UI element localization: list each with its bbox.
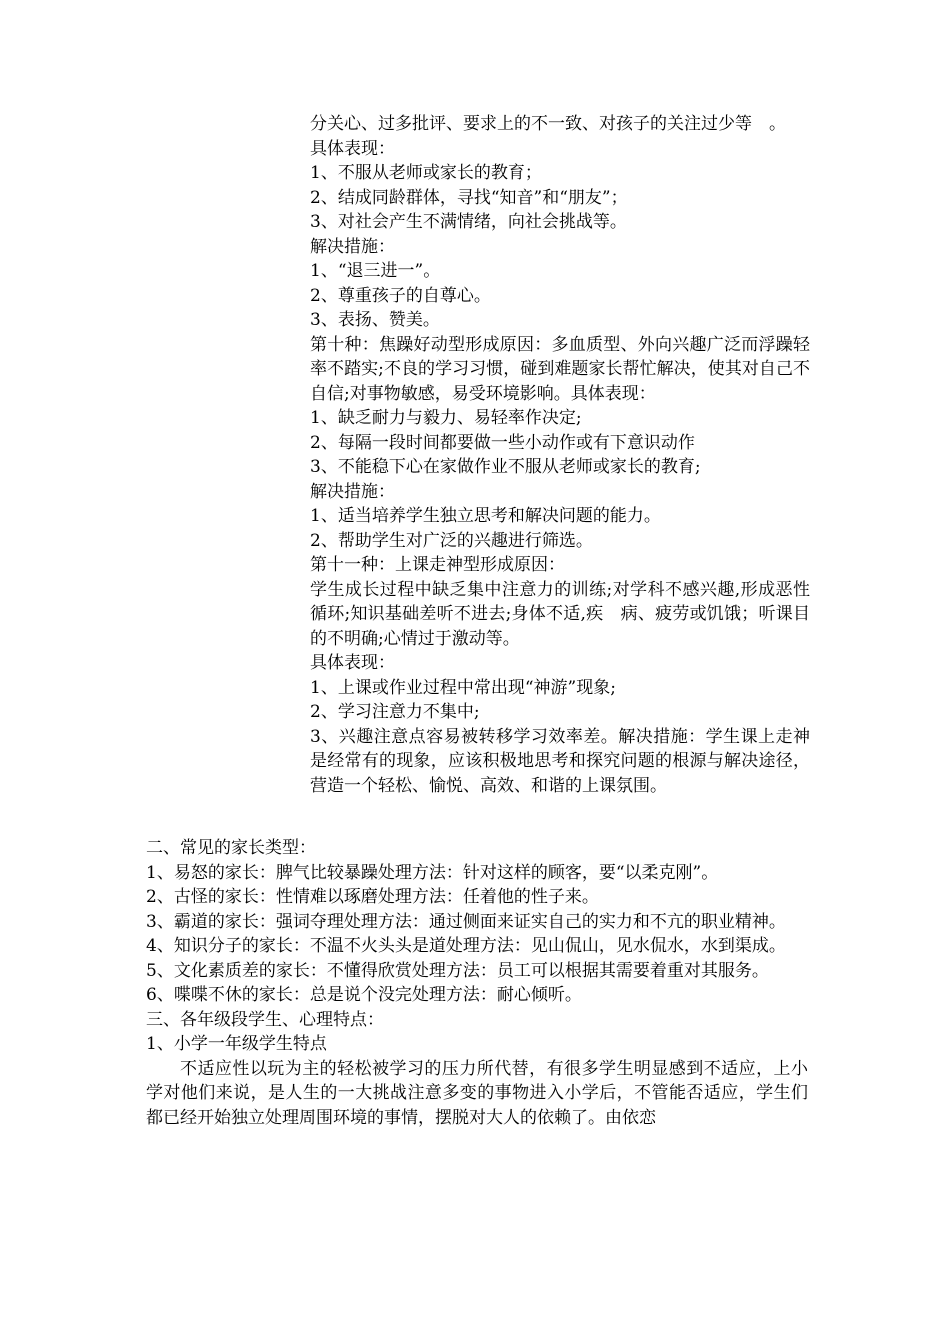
text-line: 2、尊重孩子的自尊心。 <box>310 285 491 306</box>
text-line: 1、不服从老师或家长的教育； <box>310 163 542 183</box>
paragraph: 5、文化素质差的家长：不懂得欣赏处理方法：员工可以根据其需要着重对其服务。 <box>146 960 769 981</box>
text-line: 2、每隔一段时间都要做一些小动作或有下意识动作 <box>310 432 695 453</box>
text-line: 二、常见的家长类型： <box>146 838 316 858</box>
text-line: 3、对社会产生不满情绪，向社会挑战等。 <box>310 212 627 232</box>
text-line: 3、不能稳下心在家做作业不服从老师或家长的教育; <box>310 457 701 477</box>
indented-body-text <box>310 112 810 798</box>
paragraph: 分关心、过多批评、要求上的不一致、对孩子的关注过少等 。 <box>310 114 786 134</box>
paragraph: 第十种：焦躁好动型形成原因：多血质型、外向兴趣广泛而浮躁轻率不踏实;不良的学习习惯，碰到难题家长帮忙解决，使其对自己不自信;对事物敏感，易受环境影响。具体表现： <box>310 334 810 404</box>
text-line: 具体表现： <box>310 138 395 159</box>
paragraph: 3、兴趣注意点容易被转移学习效率差。解决措施：学生课上走神是经常有的现象，应该积极地思考和探究问题的根源与解决途径，营造一个轻松、愉悦、高效、和谐的上课氛围。 <box>310 726 810 796</box>
text-line: 2、结成同龄群体，寻找“知音”和“朋友”； <box>310 187 628 208</box>
text-line: 2、学习注意力不集中; <box>310 702 480 722</box>
text-line: 6、喋喋不休的家长：总是说个没完处理方法：耐心倾听。 <box>146 985 582 1005</box>
text-line: 1、缺乏耐力与毅力、易轻率作决定; <box>310 408 582 428</box>
text-line: 1、易怒的家长：脾气比较暴躁处理方法：针对这样的顾客，要“以柔克刚”。 <box>146 862 719 883</box>
text-line: 解决措施： <box>310 481 395 502</box>
text-line: 1、上课或作业过程中常出现“神游”现象; <box>310 677 616 698</box>
paragraph: 4、知识分子的家长：不温不火头头是道处理方法：见山侃山，见水侃水，水到渠成。 <box>146 936 786 956</box>
paragraph: 3、霸道的家长：强词夺理处理方法：通过侧面来证实自己的实力和不亢的职业精神。 <box>146 911 786 932</box>
text-line: 具体表现： <box>310 653 395 673</box>
text-line: 3、表扬、赞美。 <box>310 310 440 330</box>
text-line: 1、“退三进一”。 <box>310 261 441 281</box>
text-line: 解决措施： <box>310 236 395 257</box>
paragraph: 学生成长过程中缺乏集中注意力的训练;对学科不感兴趣,形成恶性循环;知识基础差听不进去;身体不适,疾 病、疲劳或饥饿；听课目的不明确;心情过于激动等。 <box>310 579 810 649</box>
paragraph: 不适应性以玩为主的轻松被学习的压力所代替，有很多学生明显感到不适应，上小学对他们来说，是人生的一大挑战注意多变的事物进入小学后，不管能否适应，学生们都已经开始独立处理周围环境的事情，摆脱对大人的依赖了。由依恋 <box>146 1058 808 1128</box>
text-line: 2、古怪的家长：性情难以琢磨处理方法：任着他的性子来。 <box>146 887 599 907</box>
text-line: 1、小学一年级学生特点 <box>146 1034 327 1054</box>
main-body-text <box>146 836 808 1130</box>
text-line: 第十一种：上课走神型形成原因： <box>310 555 565 575</box>
text-line: 1、适当培养学生独立思考和解决问题的能力。 <box>310 506 661 526</box>
text-line: 2、帮助学生对广泛的兴趣进行筛选。 <box>310 530 593 551</box>
text-line: 三、各年级段学生、心理特点： <box>146 1009 384 1030</box>
